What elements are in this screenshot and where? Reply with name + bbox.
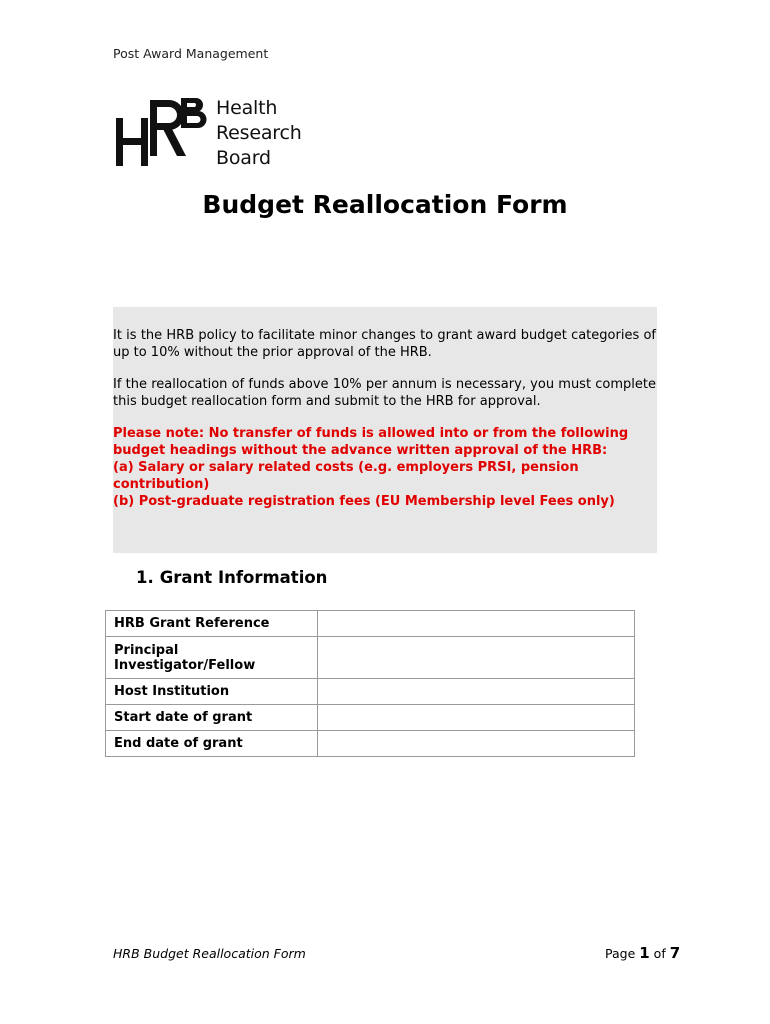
table-row [106,679,635,705]
section-heading-grant-information [136,568,327,587]
warning-item-b: (b) Post-graduate registration fees (EU Membership level Fees only) [113,494,615,509]
footer-page-number [605,944,680,962]
footer-document-name: HRB Budget Reallocation Form [113,946,306,961]
page-title: Budget Reallocation Form [202,190,568,219]
row-label: Start date of grant [106,705,318,731]
hrb-logo-mark [114,96,214,172]
row-label: Principal Investigator/Fellow [106,637,318,679]
row-label: Host Institution [106,679,318,705]
grant-reference-field[interactable] [318,611,635,637]
warning-intro: Please note: No transfer of funds is allowed into or from the following budget headings without the advance written approval of the HRB: [113,426,629,458]
policy-warning [113,425,656,510]
table-row [106,637,635,679]
policy-paragraph-1: It is the HRB policy to facilitate minor changes to grant award budget categories of up to 10% without the prior approval of the HRB. [113,328,656,360]
policy-notice-box [113,307,657,553]
section-title: Grant Information [159,568,328,587]
hrb-logo [114,96,314,172]
logo-line-research: Research [216,122,302,144]
row-label: HRB Grant Reference [106,611,318,637]
warning-item-a: (a) Salary or salary related costs (e.g. employers PRSI, pension contribution) [113,460,579,492]
principal-investigator-field[interactable] [318,637,635,679]
table-row [106,731,635,757]
total-pages: 7 [669,944,681,962]
logo-wordmark [216,96,302,171]
page-header: Post Award Management [113,46,269,61]
section-number: 1. [136,568,154,587]
of-word: of [653,946,666,961]
grant-information-table [105,610,635,757]
logo-line-health: Health [216,97,278,119]
table-row [106,611,635,637]
table-row [106,705,635,731]
page-word: Page [605,946,636,961]
logo-line-board: Board [216,147,271,169]
current-page: 1 [639,944,650,962]
end-date-field[interactable] [318,731,635,757]
start-date-field[interactable] [318,705,635,731]
host-institution-field[interactable] [318,679,635,705]
row-label: End date of grant [106,731,318,757]
policy-paragraph-2: If the reallocation of funds above 10% per annum is necessary, you must complete this budget reallocation form and submit to the HRB for approval. [113,377,656,409]
